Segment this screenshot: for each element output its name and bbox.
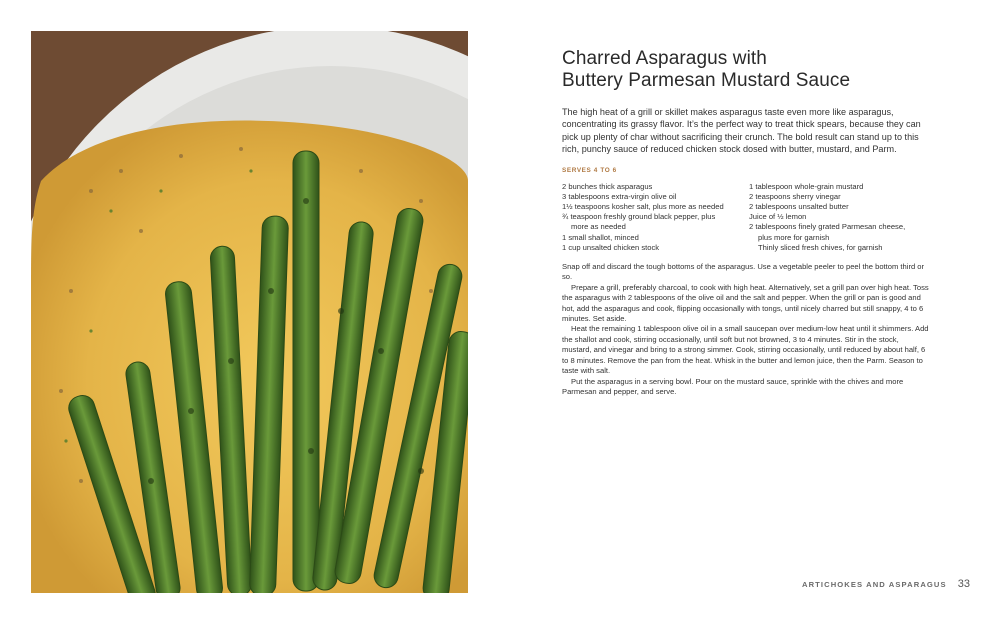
ingredient-item xyxy=(749,182,930,192)
ingredients-list xyxy=(562,182,930,253)
ingredient-text: 2 tablespoons finely grated Parmesan cheese, xyxy=(749,222,906,232)
recipe-title-line-2: Buttery Parmesan Mustard Sauce xyxy=(562,70,851,91)
ingredient-item xyxy=(749,222,930,242)
ingredient-item xyxy=(562,233,749,243)
ingredients-column-right xyxy=(749,182,930,253)
running-footer-section: ARTICHOKES AND ASPARAGUS xyxy=(802,580,947,589)
recipe-photo xyxy=(31,31,468,593)
ingredient-item xyxy=(562,192,749,202)
method-step-3: Heat the remaining 1 tablespoon olive oil in a small saucepan over medium-low heat until it shimmers. Add the shallot and cook, stirring occasionally, until soft but not browned, 3 to 4 minutes. Stir in the stock, mustard, and vinegar and bring to a strong simmer. Cook, stirring occasionally, until reduced by about half, 6 to 8 minutes. Remove the pan from the heat. Whisk in the butter and lemon juice, then the Parm. Season to taste with salt. xyxy=(562,324,929,376)
ingredient-item xyxy=(749,192,930,202)
ingredient-text: 2 bunches thick asparagus xyxy=(562,181,653,191)
ingredient-item xyxy=(562,243,749,253)
method-step-1: Snap off and discard the tough bottoms of the asparagus. Use a vegetable peeler to peel the bottom third or so. xyxy=(562,262,925,282)
recipe-title xyxy=(562,48,930,92)
ingredient-text: Juice of ½ lemon xyxy=(749,212,807,222)
ingredients-column-left xyxy=(562,182,749,253)
ingredient-text: 1½ teaspoons kosher salt, plus more as needed xyxy=(562,202,724,212)
ingredient-item xyxy=(749,202,930,212)
ingredient-item xyxy=(562,182,749,192)
recipe-serves: SERVES 4 TO 6 xyxy=(562,166,617,174)
ingredient-item xyxy=(749,212,930,222)
recipe-method xyxy=(562,262,930,397)
ingredient-text: Thinly sliced fresh chives, for garnish xyxy=(758,242,883,252)
ingredient-continuation: more as needed xyxy=(571,222,626,232)
asparagus-photo-image xyxy=(31,31,468,593)
ingredient-text: 2 teaspoons sherry vinegar xyxy=(749,191,841,201)
method-step-4: Put the asparagus in a serving bowl. Pour on the mustard sauce, sprinkle with the chives and more Parmesan and pepper, and serve. xyxy=(562,376,904,396)
recipe-title-line-1: Charred Asparagus with xyxy=(562,48,767,69)
ingredient-text: 1 tablespoon whole-grain mustard xyxy=(749,181,864,191)
page-footer xyxy=(802,578,970,590)
ingredient-item xyxy=(749,243,930,253)
ingredient-item xyxy=(562,212,749,232)
ingredient-item xyxy=(562,202,749,212)
ingredient-text: 1 small shallot, minced xyxy=(562,232,639,242)
ingredient-text: 2 tablespoons unsalted butter xyxy=(749,202,849,212)
recipe-content xyxy=(562,48,930,397)
ingredient-text: 1 cup unsalted chicken stock xyxy=(562,242,660,252)
recipe-intro: The high heat of a grill or skillet makes asparagus taste even more like asparagus, concentrating its grassy flavor. It’s the perfect way to treat thick spears, because they can pick up plenty of char without sacrificing their crunch. The bold result can stand up to this rich, punchy sauce of reduced chicken stock dosed with butter, mustard, and Parm. xyxy=(562,107,921,155)
ingredient-text: ¾ teaspoon freshly ground black pepper, plus xyxy=(562,212,716,222)
ingredient-continuation: plus more for garnish xyxy=(758,232,830,242)
method-step-2: Prepare a grill, preferably charcoal, to cook with high heat. Alternatively, set a grill pan over high heat. Toss the asparagus with 2 tablespoons of the olive oil and the salt and pepper. When the grill or pan is good and hot, add the asparagus and cook, flipping occasionally with tongs, until nicely charred but still snappy, 4 to 6 minutes. Set aside. xyxy=(562,282,929,324)
page-number: 33 xyxy=(957,578,970,590)
ingredient-text: 3 tablespoons extra-virgin olive oil xyxy=(562,191,677,201)
